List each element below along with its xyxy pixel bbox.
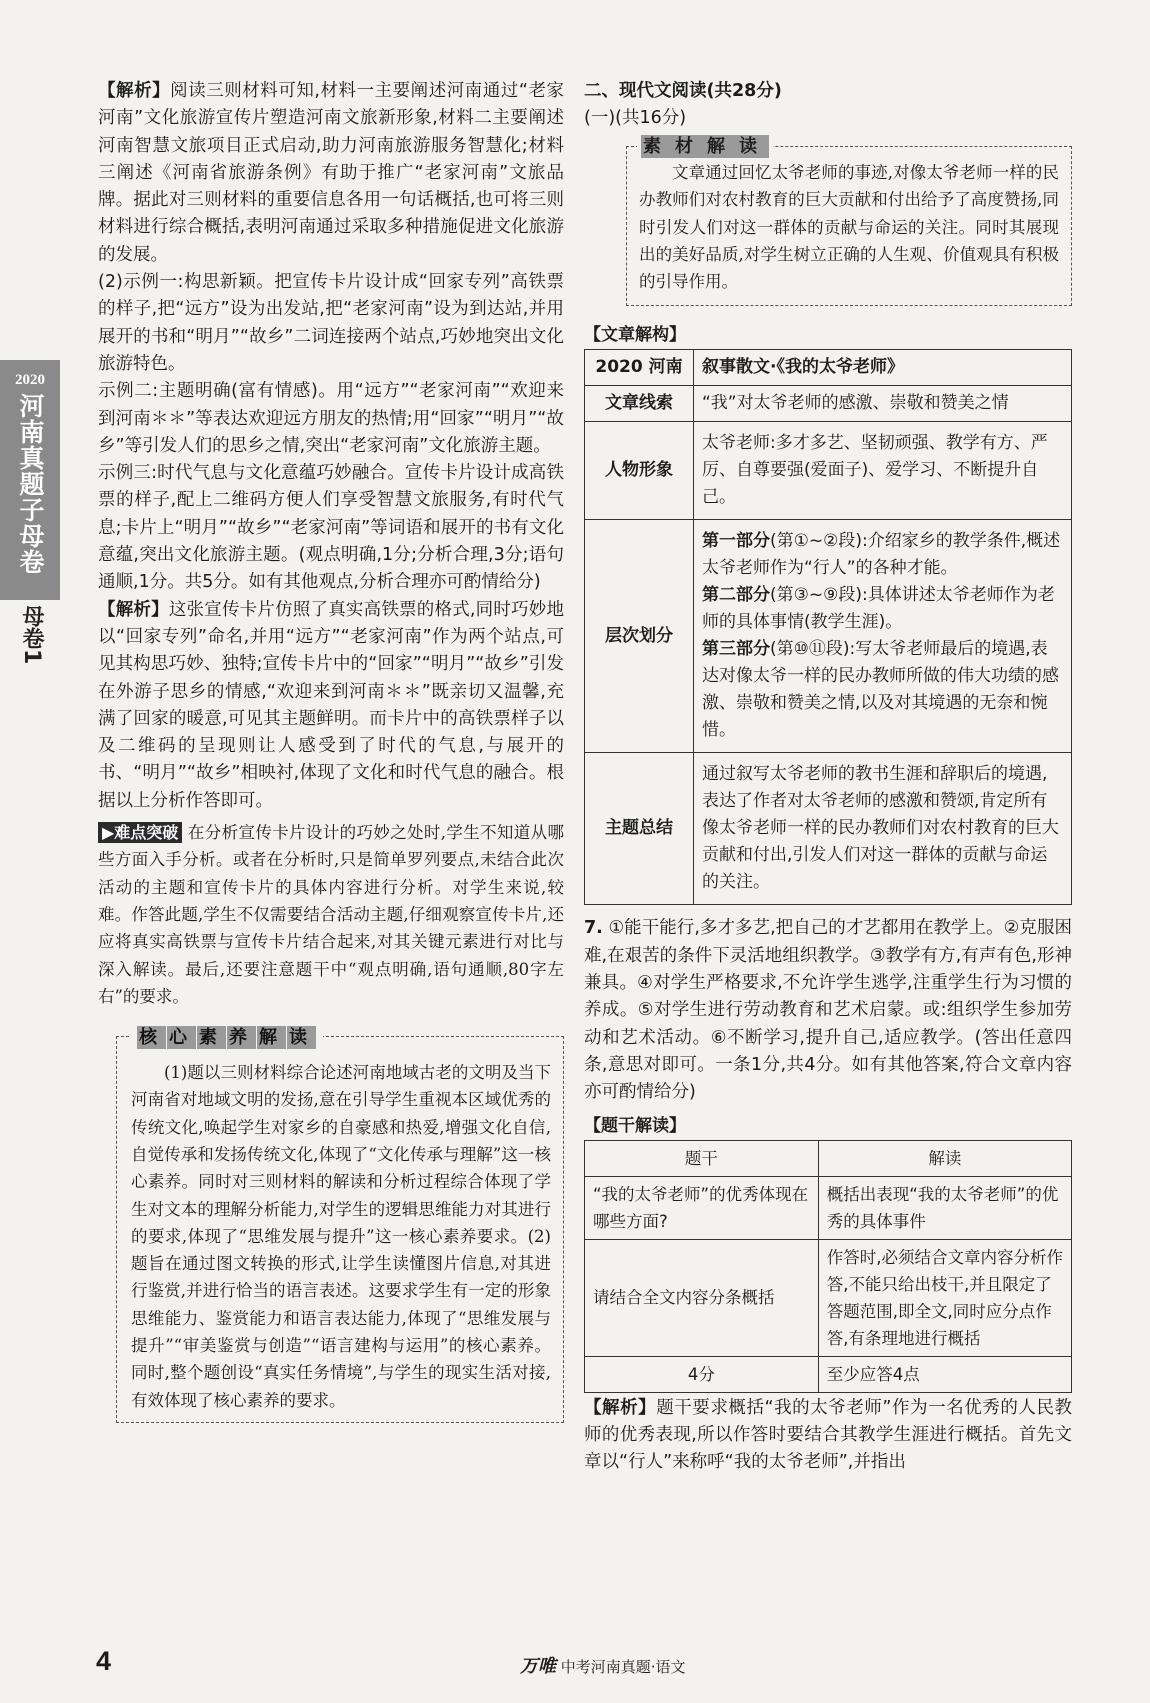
page-number: 4 bbox=[96, 1646, 112, 1676]
material-box bbox=[626, 136, 1072, 306]
table-cell: 通过叙写太爷老师的教书生涯和辞职后的境遇,表达了作者对太爷老师的感激和赞颂,肯定所有像太爷老师一样的民办教师们对农村教育的巨大贡献和付出,引发人们对这一群体的贡献与命运的关注。 bbox=[694, 753, 1072, 905]
table-row bbox=[585, 1239, 1072, 1356]
table-cell: 叙事散文·《我的太爷老师》 bbox=[694, 350, 1072, 386]
table-row bbox=[585, 1176, 1072, 1239]
table-row bbox=[585, 1356, 1072, 1392]
table-row bbox=[585, 350, 1072, 386]
left-column bbox=[98, 78, 564, 1423]
table-cell: 太爷老师:多才多艺、坚韧顽强、教学有方、严厉、自尊要强(爱面子)、爱学习、不断提升自己。 bbox=[694, 422, 1072, 520]
side-tab bbox=[0, 360, 60, 600]
brand-logo: 万唯 bbox=[520, 1656, 556, 1677]
footer-title: 万唯 中考河南真题·语文 bbox=[520, 1656, 686, 1677]
subsection-heading: (一)(共16分) bbox=[584, 108, 687, 128]
table-cell: 至少应答4点 bbox=[818, 1356, 1071, 1392]
side-year: 2020 bbox=[15, 372, 45, 388]
table-cell: 主题总结 bbox=[585, 753, 694, 905]
question-7-answer: 7. ①能干能行,多才多艺,把自己的才艺都用在教学上。②克服困难,在艰苦的条件下灵活地组织教学。③教学有方,有声有色,形神兼具。④对学生严格要求,不允许学生逃学,注重学生行为习惯的养成。⑤对学生进行劳动教育和艺术启蒙。或:组织学生参加劳动和艺术活动。⑥不断学习,提升自己,适应教学。(答出任意四条,意思对即可。一条1分,共4分。如有其他答案,符合文章内容亦可酌情给分) bbox=[584, 918, 1072, 1103]
structure-table bbox=[584, 349, 1072, 905]
section-heading: 二、现代文阅读(共28分) bbox=[584, 81, 782, 101]
stem-heading: 【题干解读】 bbox=[584, 1115, 686, 1136]
question-number: 7. bbox=[584, 918, 603, 939]
material-text: 文章通过回忆太爷老师的事迹,对像太爷老师一样的民办教师们对农村教育的巨大贡献和付出给予了高度赞扬,同时引发人们对这一群体的贡献与命运的关注。同时其展现出的美好品质,对学生树立正确的人生观、价值观具有积极的引导作用。 bbox=[639, 163, 1059, 292]
table-cell: 2020 河南 bbox=[585, 350, 694, 386]
example-3: 示例三:时代气息与文化意蕴巧妙融合。宣传卡片设计成高铁票的样子,配上二维码方便人们享受智慧文旅服务,有时代气息;卡片上“明月”“故乡”“老家河南”等词语和展开的书有文化意蕴,突出文化旅游主题。(观点明确,1分;分析合理,3分;语句通顺,1分。共5分。如有其他观点,分析合理亦可酌情给分) bbox=[98, 463, 564, 593]
analysis-para-3: 【解析】题干要求概括“我的太爷老师”作为一名优秀的人民教师的优秀表现,所以作答时要结合其教学生涯进行概括。首先文章以“行人”来称呼“我的太爷老师”,并指出 bbox=[584, 1397, 1072, 1473]
analysis-para-1: 【解析】阅读三则材料可知,材料一主要阐述河南通过“老家河南”文化旅游宣传片塑造河南文旅新形象,材料二主要阐述河南智慧文旅项目正式启动,助力河南旅游服务智慧化;材料三阐述《河南省旅游条例》有助于推广“老家河南”文旅品牌。据此对三则材料的重要信息各用一句话概括,也可将三则材料进行综合概括,表明河南通过采取多种措施促进文化旅游的发展。 bbox=[98, 81, 564, 265]
side-title: 河南真题子母卷 bbox=[16, 393, 45, 575]
table-row bbox=[585, 520, 1072, 753]
table-cell: 概括出表现“我的太爷老师”的优秀的具体事件 bbox=[818, 1176, 1071, 1239]
table-cell: 文章线索 bbox=[585, 386, 694, 422]
table-row bbox=[585, 753, 1072, 905]
analysis-tag: 【解析】 bbox=[98, 599, 169, 620]
core-literacy-box bbox=[116, 1027, 564, 1423]
analysis-para-2: 【解析】这张宣传卡片仿照了真实高铁票的格式,同时巧妙地以“回家专列”命名,并用“远方”“老家河南”作为两个站点,可见其构思巧妙、独特;宣传卡片中的“回家”“明月”“故乡”引发在外游子思乡的情感,“欢迎来到河南＊＊”既亲切又温馨,充满了回家的暖意,可见其主题鲜明。而卡片中的高铁票样子以及二维码的呈现则让人感受到了时代的气息,与展开的书、“明月”“故乡”相映衬,体现了文化和时代气息的融合。根据以上分析作答即可。 bbox=[98, 599, 565, 811]
table-cell: 4分 bbox=[585, 1356, 819, 1392]
analysis-tag: 【解析】 bbox=[98, 81, 171, 101]
table-row bbox=[585, 1140, 1072, 1176]
core-literacy-text: (1)题以三则材料综合论述河南地域古老的文明及当下河南省对地域文明的发扬,意在引导学生重视本区域优秀的传统文化,唤起学生对家乡的自豪感和热爱,增强文化自信,自觉传承和发扬传统文化,体现了“文化传承与理解”这一核心素养。同时对三则材料的解读和分析过程综合体现了学生对文本的理解分析能力,对学生的逻辑思维能力对其进行的要求,体现了“思维发展与提升”这一核心素养要求。(2)题旨在通过图文转换的形式,让学生读懂图片信息,对其进行鉴赏,并进行恰当的语言表述。这要求学生有一定的形象思维能力、鉴赏能力和语言表达能力,体现了“思维发展与提升”“审美鉴赏与创造”“语言建构与运用”的核心素养。同时,整个题创设“真实任务情境”,与学生的现实生活对接,有效体现了核心素养的要求。 bbox=[131, 1063, 551, 1410]
table-cell: 人物形象 bbox=[585, 422, 694, 520]
table-cell: 第一部分(第①~②段):介绍家乡的教学条件,概述太爷老师作为“行人”的各种才能。 第二部分(第③~⑨段):具体讲述太爷老师作为老师的具体事情(教学生涯)。 第三部分(第⑩⑪段):写太爷老师最后的境遇,表达对像太爷一样的民办教师所做的伟大功绩的感激、崇敬和赞美之情,以及对其境遇的无奈和惋惜。 bbox=[694, 520, 1072, 753]
structure-heading: 【文章解构】 bbox=[584, 325, 686, 346]
difficulty-note: ▶难点突破 在分析宣传卡片设计的巧妙之处时,学生不知道从哪些方面入手分析。或者在分析时,只是简单罗列要点,未结合此次活动的主题和宣传卡片的具体内容进行分析。对学生来说,较难。作答此题,学生不仅需要结合活动主题,仔细观察宣传卡片,还应将真实高铁票与宣传卡片结合起来,对其关键元素进行对比与深入解读。最后,还要注意题干中“观点明确,语句通顺,80字左右”的要求。 bbox=[98, 823, 564, 1006]
side-subtitle: 母卷1 bbox=[19, 605, 44, 665]
table-cell: “我”对太爷老师的感激、崇敬和赞美之情 bbox=[694, 386, 1072, 422]
analysis-tag: 【解析】 bbox=[584, 1397, 657, 1418]
table-cell: 层次划分 bbox=[585, 520, 694, 753]
core-literacy-title: 核 心 素 养 解 读 bbox=[131, 1023, 323, 1049]
table-cell: 作答时,必须结合文章内容分析作答,不能只给出枝干,并且限定了答题范围,即全文,同时应分点作答,有条理地进行概括 bbox=[818, 1239, 1071, 1356]
table-cell: 请结合全文内容分条概括 bbox=[585, 1239, 819, 1356]
table-header: 题干 bbox=[585, 1140, 819, 1176]
difficulty-tag: ▶难点突破 bbox=[98, 822, 182, 843]
table-header: 解读 bbox=[818, 1140, 1071, 1176]
example-1: (2)示例一:构思新颖。把宣传卡片设计成“回家专列”高铁票的样子,把“远方”设为出发站,把“老家河南”设为到达站,并用展开的书和“明月”“故乡”二词连接两个站点,巧妙地突出文化旅游特色。 bbox=[98, 272, 564, 374]
stem-table bbox=[584, 1140, 1072, 1393]
table-row bbox=[585, 422, 1072, 520]
table-cell: “我的太爷老师”的优秀体现在哪些方面? bbox=[585, 1176, 819, 1239]
table-row bbox=[585, 386, 1072, 422]
material-title: 素 材 解 读 bbox=[637, 132, 773, 158]
right-column bbox=[584, 78, 1072, 1476]
example-2: 示例二:主题明确(富有情感)。用“远方”“老家河南”“欢迎来到河南＊＊”等表达欢迎远方朋友的热情;用“回家”“明月”“故乡”等引发人们的思乡之情,突出“老家河南”文化旅游主题。 bbox=[98, 381, 564, 456]
